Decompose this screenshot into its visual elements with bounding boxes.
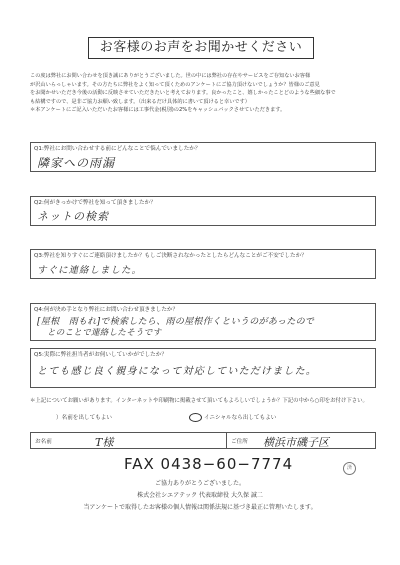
question-label: Q5:実際に弊社担当者がお伺いしていかがでしたか？ xyxy=(34,352,167,358)
option-initial-label: イニシャルなら出してもよい xyxy=(204,415,277,421)
question-box-q1 xyxy=(30,142,376,172)
answer-text: すぐに連絡しました。 xyxy=(37,265,143,276)
intro-line: ＊本アンケートにご記入いただいたお客様には工事代金(税別)の2%をキャッシュバックさせていただきます。 xyxy=(30,107,286,114)
question-box-q2 xyxy=(30,196,376,226)
company-name: 株式会社シエアテック 代表取締役 大久保 誠二 xyxy=(137,492,263,499)
answer-text: とのことで連絡したそうです xyxy=(47,328,162,338)
question-label: Q4:何が決め手となり弊社にお問い合わせ頂きましたか？ xyxy=(34,307,179,313)
option-name-label: ）名前を出してもよい xyxy=(56,415,112,421)
question-label: Q3:弊社を知りすぐにご連絡頂けましたか？もしご決断されなかったとしたらどんなことがご不安でしたか？ xyxy=(34,253,307,259)
question-label: Q1:弊社にお問い合わせする前にどんなことで悩んでいましたか？ xyxy=(34,146,201,152)
intro-line: が沢山いらっしゃいます。その方たちに弊社をよく知って頂くためのアンケートにご協力頂けないでしょうか？皆様のご意見 xyxy=(30,81,320,88)
answer-text: ネットの検索 xyxy=(37,210,109,223)
thanks-text: ご協力ありがとうございました。 xyxy=(154,480,245,487)
question-box-q3 xyxy=(30,249,376,279)
answer-text: 隣家への雨漏 xyxy=(37,156,116,170)
customer-info-box xyxy=(30,432,376,449)
name-label: お名前 xyxy=(35,439,52,445)
intro-text xyxy=(30,72,375,115)
name-value: T様 xyxy=(95,436,114,449)
intro-line: をお聞かせいただき今後の活動に反映させていただきたいと考えております。良かったこと、嬉しかったことどのような些細な事で xyxy=(30,90,336,97)
field-divider xyxy=(226,433,227,448)
question-label: Q2:何がきっかけで弊社を知って頂きましたか？ xyxy=(34,200,156,206)
answer-text: とても感じ良く親身になって対応していただけました。 xyxy=(37,366,317,377)
fax-number: FAX 0438−60−7774 xyxy=(124,455,294,473)
privacy-notice: 当アンケートで取得したお客様の個人情報は関係法規に基づき最正に管理いたします。 xyxy=(83,504,317,511)
consent-question: ＊上記についてお願いがあります。インターネットや印刷物に掲載させて頂いてもよろしいでしょうか？下記の中から○印をお付け下さい。 xyxy=(30,398,368,404)
intro-line: この度は弊社にお問い合わせを頂き誠にありがとうございました。世の中には弊社の存在やサービスをご存知ないお客様 xyxy=(30,73,311,79)
question-box-q5 xyxy=(30,348,376,388)
processed-stamp: 済 xyxy=(343,462,356,475)
address-value: 横浜市磯子区 xyxy=(263,436,329,449)
selected-option-circle xyxy=(189,413,202,422)
question-box-q4 xyxy=(30,303,376,341)
answer-text: [屋根 雨もれ]で検索したら、雨の屋根作くというのがあったので xyxy=(37,317,315,327)
page-title: お客様のお声をお聞かせください xyxy=(88,37,314,59)
intro-line: も結構ですので、是非ご協力お願い致します。（出来るだけ具体的に書いて頂けると幸いです） xyxy=(30,98,250,105)
address-label: ご住所 xyxy=(231,439,248,445)
